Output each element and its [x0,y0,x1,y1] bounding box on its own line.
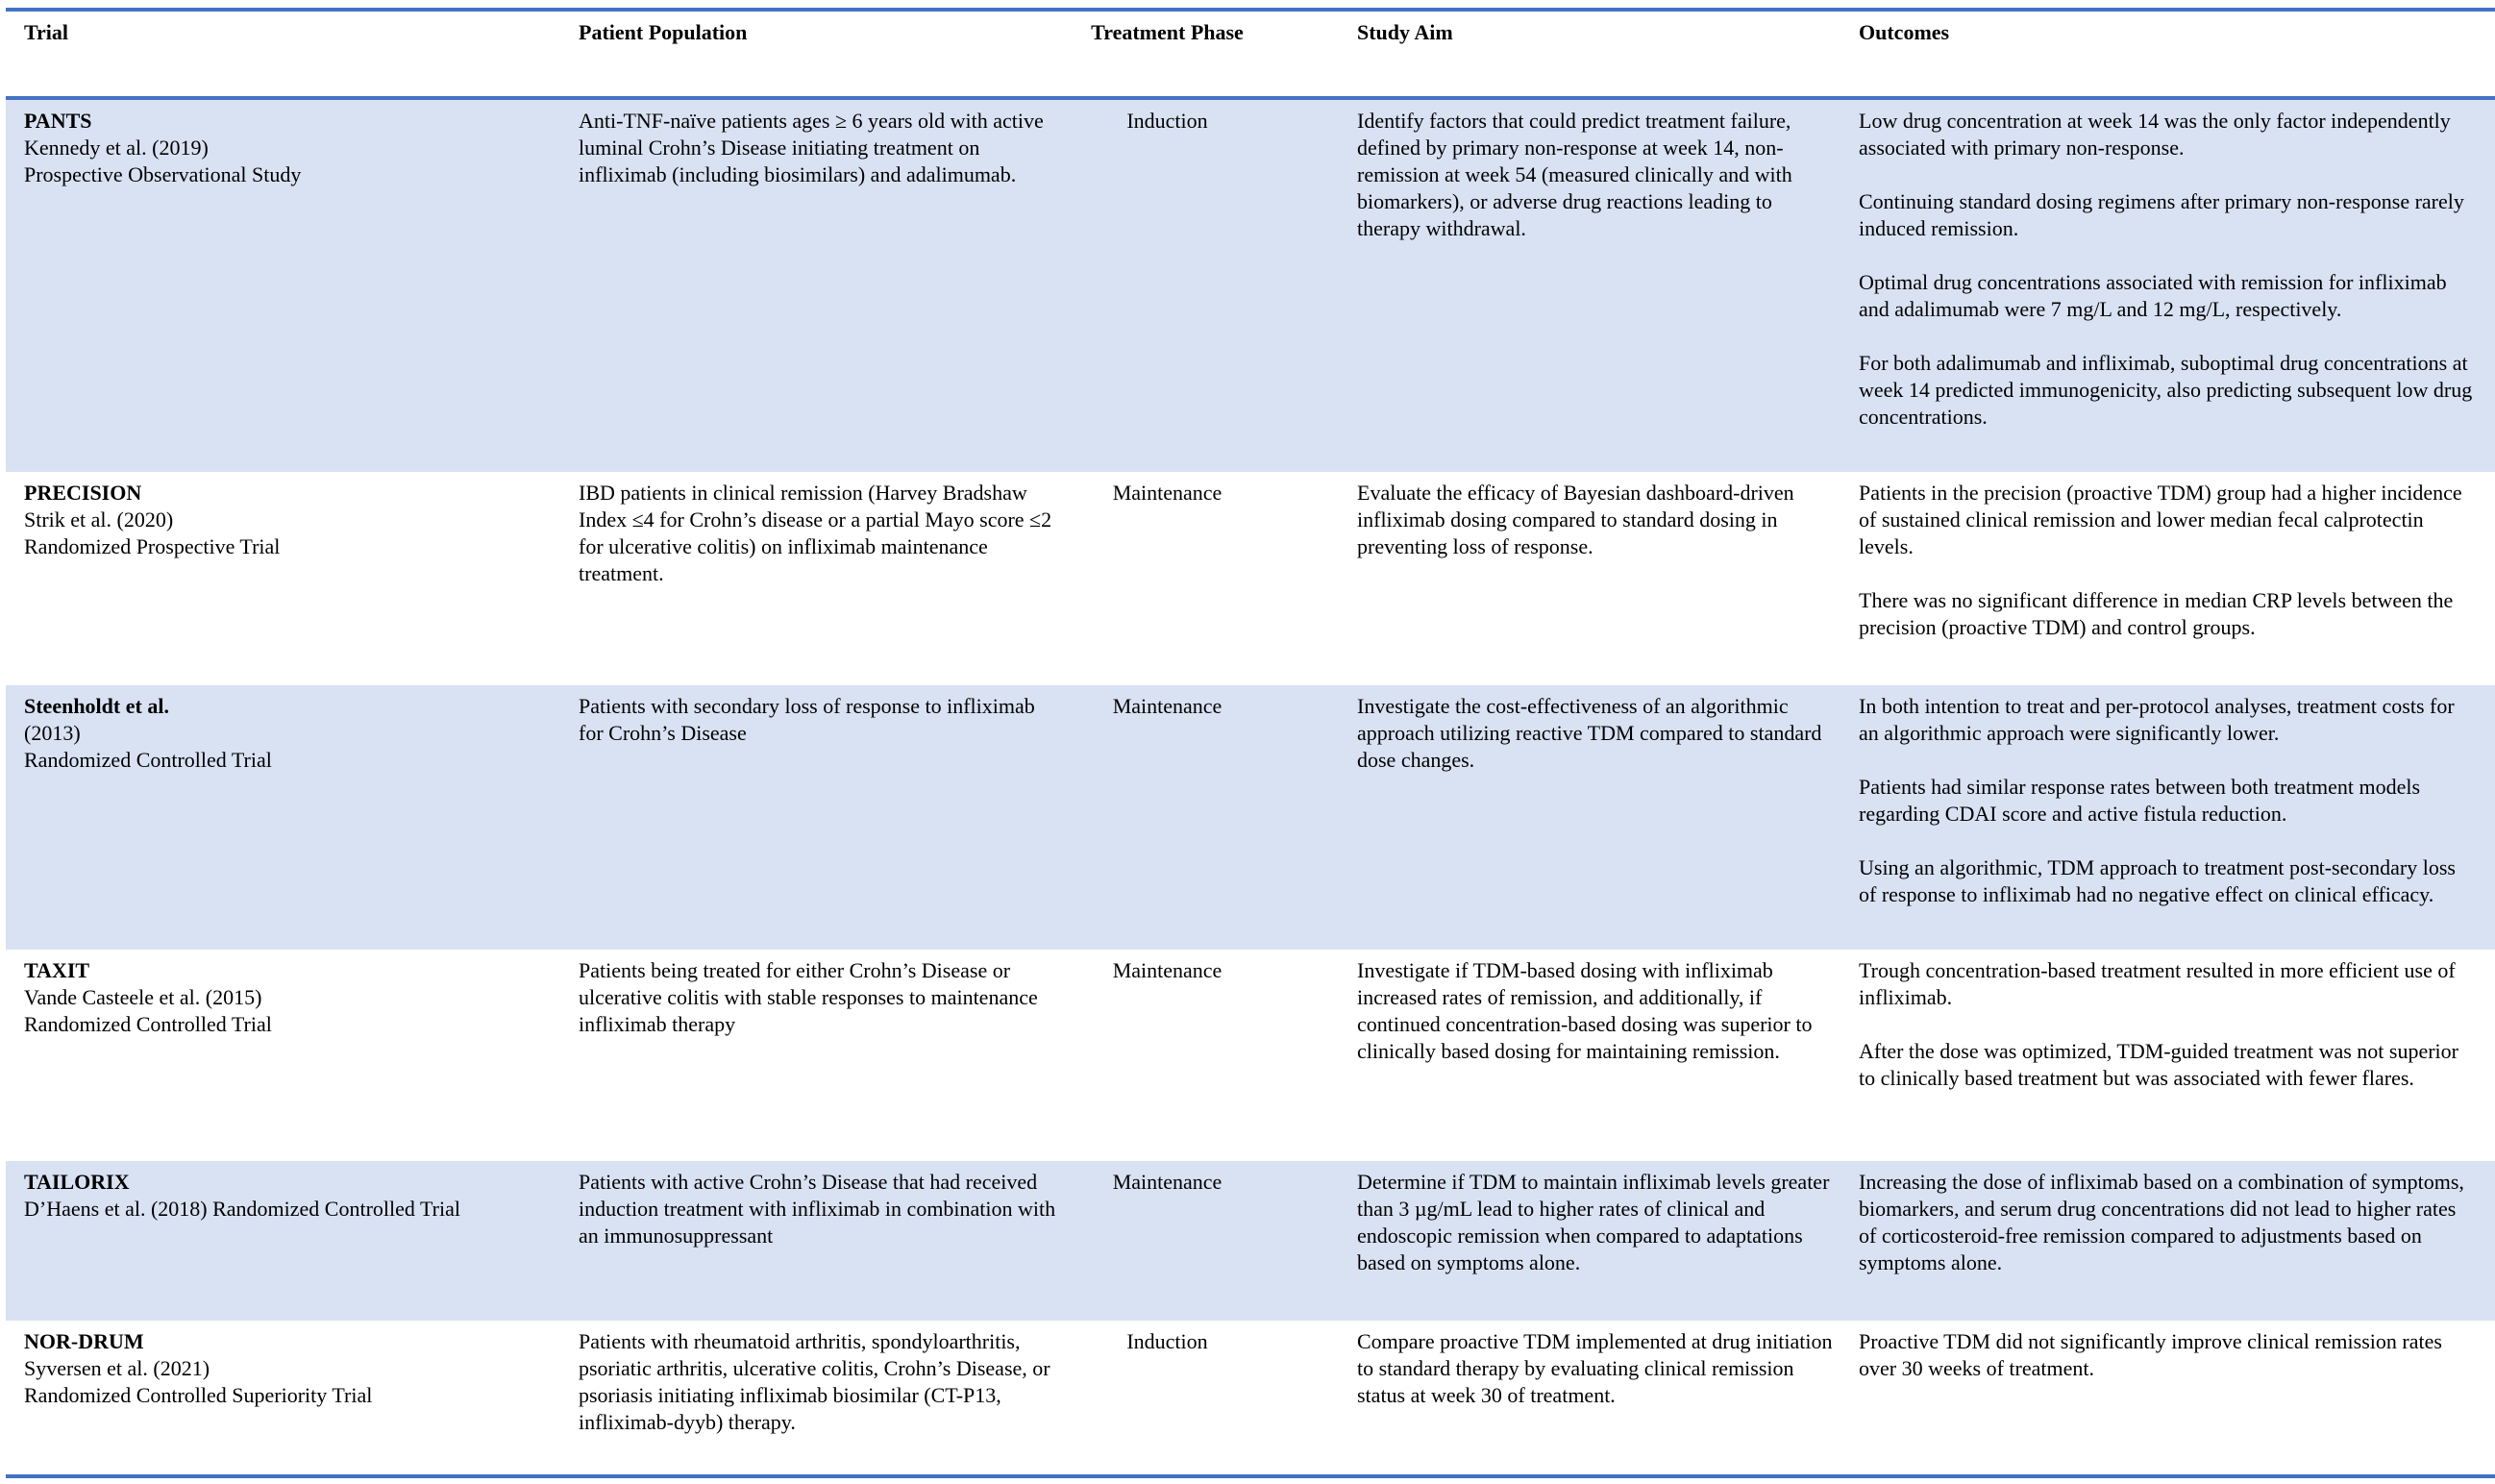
table-row [6,685,2495,950]
trial-citation: Syversen et al. (2021) [24,1356,210,1380]
aim-cell: Evaluate the efficacy of Bayesian dashboard-driven infliximab dosing compared to standard dosing in preventing loss of response. [1357,481,1794,558]
outcome-paragraph: Trough concentration-based treatment resulted in more efficient use of infliximab. [1859,958,2456,1009]
outcome-paragraph: Patients in the precision (proactive TDM) group had a higher incidence of sustained clinical remission and lower median fecal calprotectin levels. [1859,481,2462,558]
trial-design: Randomized Controlled Trial [24,1012,272,1036]
phase-cell: Maintenance [1112,1170,1223,1194]
trial-name: PRECISION [24,481,142,505]
trial-cell [6,1161,579,1321]
trial-design: Randomized Prospective Trial [24,534,281,558]
header-outcomes: Outcomes [1859,20,1950,44]
trial-cell [6,950,579,1161]
outcomes-cell [1834,472,2495,685]
trial-design: Prospective Observational Study [24,162,302,186]
population-cell: Anti-TNF-naïve patients ages ≥ 6 years old with active luminal Crohn’s Disease initiating treatment on infliximab (including biosimilars) and adalimumab. [579,109,1044,186]
outcome-paragraph: Optimal drug concentrations associated with remission for infliximab and adalimumab were 7 mg/L and 12 mg/L, respectively. [1859,270,2447,321]
trial-design: Randomized Controlled Trial [24,748,272,772]
outcome-paragraph: In both intention to treat and per-protocol analyses, treatment costs for an algorithmic approach were significantly lower. [1859,694,2455,745]
table-row [6,98,2495,472]
outcome-paragraph: Continuing standard dosing regimens after primary non-response rarely induced remission. [1859,189,2464,240]
trial-citation: Kennedy et al. (2019) [24,136,209,160]
population-cell: Patients with rheumatoid arthritis, spondyloarthritis, psoriatic arthritis, ulcerative colitis, Crohn’s Disease, or psoriasis initiating infliximab biosimilar (CT-P13, infliximab-dyyb) therapy. [579,1329,1050,1434]
outcome-paragraph: Patients had similar response rates between both treatment models regarding CDAI score and active fistula reduction. [1859,775,2421,826]
header-aim: Study Aim [1357,20,1453,44]
outcome-paragraph: Using an algorithmic, TDM approach to treatment post-secondary loss of response to infliximab had no negative effect on clinical efficacy. [1859,855,2456,906]
population-cell: IBD patients in clinical remission (Harvey Bradshaw Index ≤4 for Crohn’s disease or a partial Mayo score ≤2 for ulcerative colitis) on infliximab maintenance treatment. [579,481,1052,585]
trial-name: NOR-DRUM [24,1329,144,1353]
trial-name: TAXIT [24,958,90,982]
trial-cell [6,1321,579,1476]
population-cell: Patients with active Crohn’s Disease that had received induction treatment with infliximab in combination with an immunosuppressant [579,1170,1056,1248]
header-population: Patient Population [579,20,748,44]
outcome-paragraph: For both adalimumab and infliximab, suboptimal drug concentrations at week 14 predicted immunogenicity, also predicting subsequent low drug concentrations. [1859,351,2473,429]
aim-cell: Investigate the cost-effectiveness of an algorithmic approach utilizing reactive TDM compared to standard dose changes. [1357,694,1822,772]
trial-cell [6,98,579,472]
outcome-paragraph: Proactive TDM did not significantly improve clinical remission rates over 30 weeks of treatment. [1859,1329,2442,1380]
phase-cell: Induction [1126,1329,1208,1353]
outcome-paragraph: Low drug concentration at week 14 was the only factor independently associated with primary non-response. [1859,109,2451,160]
trial-cell [6,472,579,685]
aim-cell: Identify factors that could predict treatment failure, defined by primary non-response at week 14, non-remission at week 54 (measured clinically and with biomarkers), or adverse drug reactions leading to therapy withdrawal. [1357,109,1792,240]
outcomes-cell [1834,1321,2495,1476]
trial-cell [6,685,579,950]
trial-citation: Vande Casteele et al. (2015) [24,985,262,1009]
trials-table [6,8,2495,1478]
trial-name: PANTS [24,109,92,133]
table-row [6,1161,2495,1321]
header-trial: Trial [24,20,69,44]
trial-design: Randomized Controlled Superiority Trial [24,1383,373,1407]
phase-cell: Induction [1126,109,1208,133]
trial-citation: D’Haens et al. (2018) Randomized Controlled Trial [24,1197,460,1221]
aim-cell: Compare proactive TDM implemented at drug initiation to standard therapy by evaluating clinical remission status at week 30 of treatment. [1357,1329,1833,1407]
header-row [6,10,2495,98]
outcome-paragraph: After the dose was optimized, TDM-guided treatment was not superior to clinically based treatment but was associated with fewer flares. [1859,1039,2458,1090]
header-phase: Treatment Phase [1091,20,1244,44]
table-row [6,950,2495,1161]
trial-citation: Strik et al. (2020) [24,507,174,532]
trial-name: Steenholdt et al. [24,694,169,718]
outcome-paragraph: Increasing the dose of infliximab based on a combination of symptoms, biomarkers, and serum drug concentrations did not lead to higher rates of corticosteroid-free remission compared to adjustments based on symptoms alone. [1859,1170,2464,1274]
phase-cell: Maintenance [1112,481,1223,505]
outcomes-cell [1834,98,2495,472]
aim-cell: Determine if TDM to maintain infliximab levels greater than 3 µg/mL lead to higher rates of clinical and endoscopic remission when compared to adaptations based on symptoms alone. [1357,1170,1830,1274]
phase-cell: Maintenance [1112,694,1223,718]
population-cell: Patients being treated for either Crohn’s Disease or ulcerative colitis with stable responses to maintenance infliximab therapy [579,958,1038,1036]
outcomes-cell [1834,685,2495,950]
phase-cell: Maintenance [1112,958,1223,982]
outcomes-cell [1834,1161,2495,1321]
table-row [6,1321,2495,1476]
trial-name: TAILORIX [24,1170,130,1194]
outcome-paragraph: There was no significant difference in median CRP levels between the precision (proactive TDM) and control groups. [1859,588,2454,639]
aim-cell: Investigate if TDM-based dosing with infliximab increased rates of remission, and additionally, if continued concentration-based dosing was superior to clinically based dosing for maintaining remission. [1357,958,1813,1063]
table-row [6,472,2495,685]
population-cell: Patients with secondary loss of response to infliximab for Crohn’s Disease [579,694,1035,745]
outcomes-cell [1834,950,2495,1161]
trial-citation: (2013) [24,721,81,745]
